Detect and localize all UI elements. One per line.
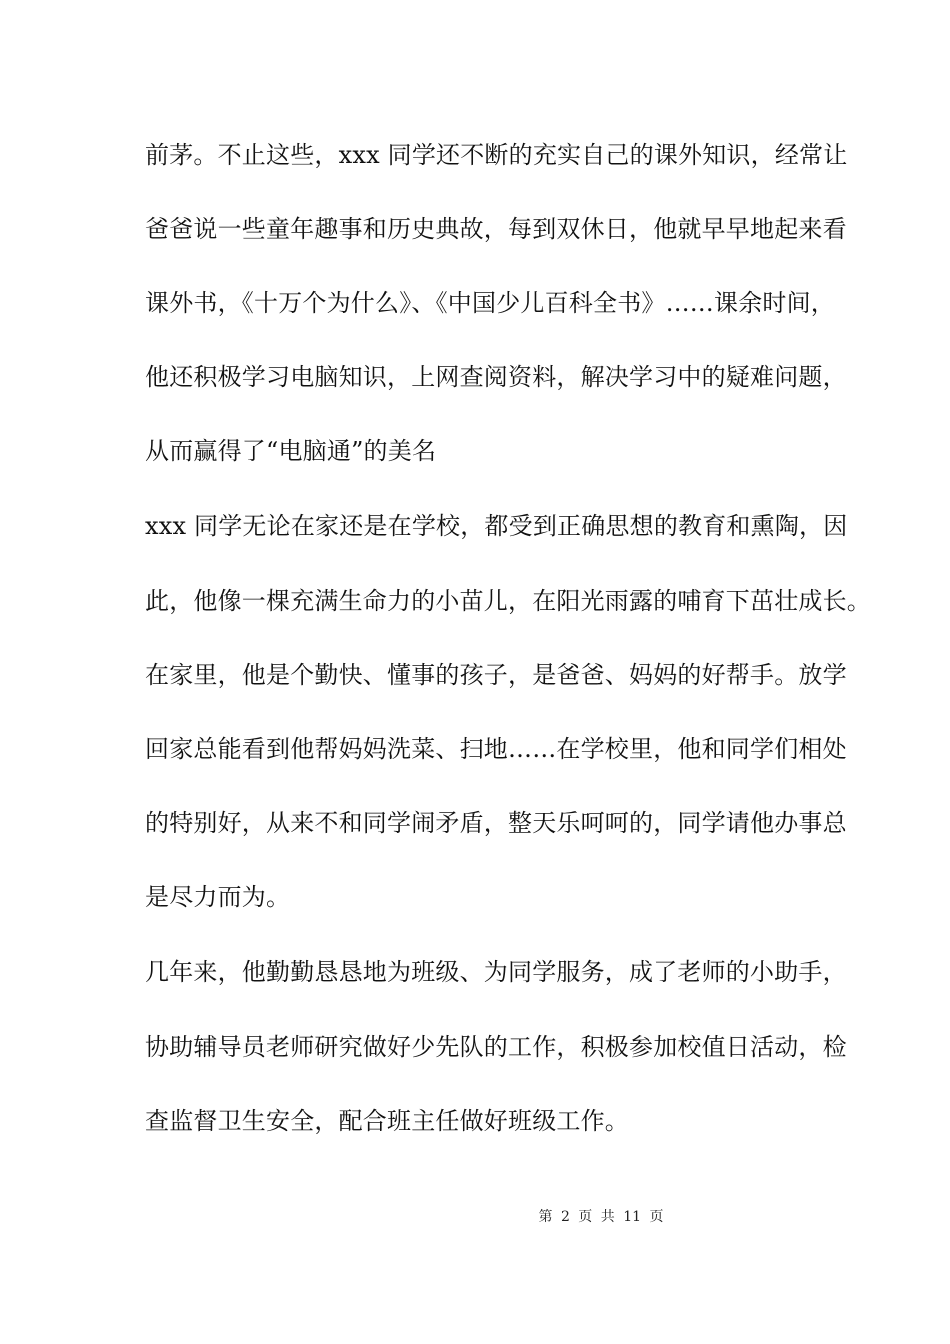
body-text-line: 几年来，他勤勤恳恳地为班级、为同学服务，成了老师的小助手， [145,958,847,986]
body-text-line: 从而赢得了“电脑通”的美名 [145,437,437,465]
body-text-line: 课外书，《十万个为什么》、《中国少儿百科全书》……课余时间， [145,289,835,317]
body-text-line: 协助辅导员老师研究做好少先队的工作，积极参加校值日活动，检 [145,1033,847,1061]
body-text-line: 是尽力而为。 [145,883,291,911]
body-text-line: 前茅。不止这些，xxx 同学还不断的充实自己的课外知识，经常让 [145,141,848,169]
body-text-line: 回家总能看到他帮妈妈洗菜、扫地……在学校里，他和同学们相处 [145,735,847,763]
body-text-line: 在家里，他是个勤快、懂事的孩子，是爸爸、妈妈的好帮手。放学 [145,661,847,689]
body-text-line: xxx 同学无论在家还是在学校，都受到正确思想的教育和熏陶，因 [145,512,848,540]
body-text-line: 此，他像一棵充满生命力的小苗儿，在阳光雨露的哺育下茁壮成长。 [145,587,871,615]
page-footer [0,1208,950,1226]
page-number: 第 2 页 共 11 页 [538,1209,664,1225]
body-text-line: 爸爸说一些童年趣事和历史典故，每到双休日，他就早早地起来看 [145,215,847,243]
body-text-line: 查监督卫生安全，配合班主任做好班级工作。 [145,1107,629,1135]
body-text-line: 的特别好，从来不和同学闹矛盾，整天乐呵呵的，同学请他办事总 [145,809,847,837]
body-text-line: 他还积极学习电脑知识，上网查阅资料，解决学习中的疑难问题， [145,363,847,391]
